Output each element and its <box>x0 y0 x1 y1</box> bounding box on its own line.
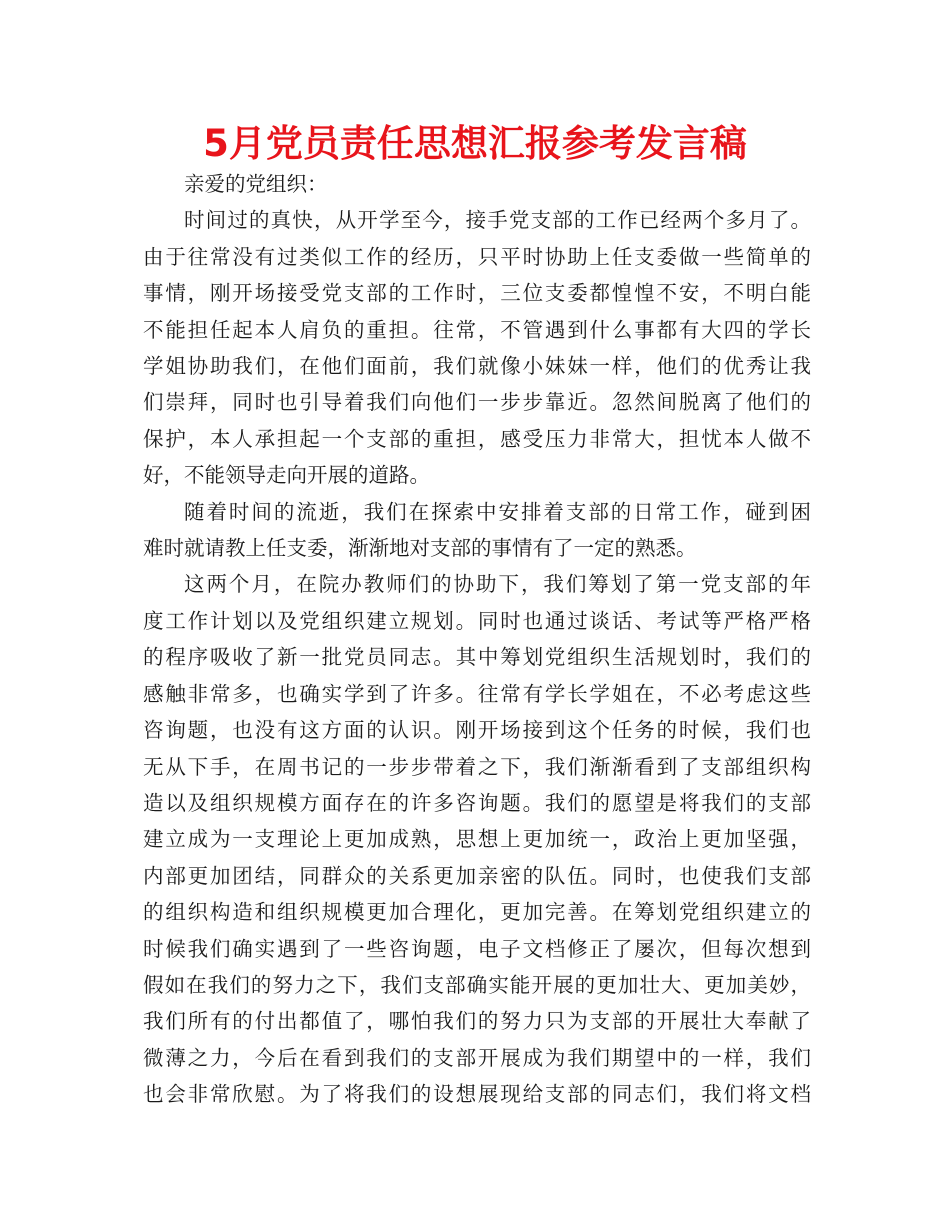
text-line: 也会非常欣慰。为了将我们的设想展现给支部的同志们，我们将文档 <box>143 1082 811 1107</box>
text-line: 们崇拜，同时也引导着我们向他们一步步靠近。忽然间脱离了他们的 <box>143 390 811 415</box>
paragraph-3 <box>143 566 811 1112</box>
text-line: 这两个月，在院办教师们的协助下，我们筹划了第一党支部的年 <box>184 572 811 597</box>
text-line: 的程序吸收了新一批党员同志。其中筹划党组织生活规划时，我们的 <box>143 645 811 670</box>
document-title: 5月党员责任思想汇报参考发言稿 <box>203 122 747 165</box>
text-line: 造以及组织规模方面存在的许多咨询题。我们的愿望是将我们的支部 <box>143 790 811 815</box>
text-line: 由于往常没有过类似工作的经历，只平时协助上任支委做一些简单的 <box>143 244 811 269</box>
text-line: 感触非常多，也确实学到了许多。往常有学长学姐在，不必考虑这些 <box>143 681 811 706</box>
paragraph-1 <box>143 202 811 493</box>
text-line: 微薄之力，今后在看到我们的支部开展成为我们期望中的一样，我们 <box>143 1045 811 1070</box>
text-line: 随着时间的流逝，我们在探索中安排着支部的日常工作，碰到困 <box>184 499 811 524</box>
text-line: 的组织构造和组织规模更加合理化，更加完善。在筹划党组织建立的 <box>143 900 811 925</box>
text-line: 难时就请教上任支委，渐渐地对支部的事情有了一定的熟悉。 <box>143 536 697 561</box>
text-line: 咨询题，也没有这方面的认识。刚开场接到这个任务的时候，我们也 <box>143 718 811 743</box>
paragraph-2 <box>143 494 811 567</box>
text-line: 内部更加团结，同群众的关系更加亲密的队伍。同时，也使我们支部 <box>143 863 811 888</box>
text-line: 我们所有的付出都值了，哪怕我们的努力只为支部的开展壮大奉献了 <box>143 1009 811 1034</box>
text-line: 假如在我们的努力之下，我们支部确实能开展的更加壮大、更加美妙， <box>143 972 811 997</box>
text-line: 无从下手，在周书记的一步步带着之下，我们渐渐看到了支部组织构 <box>143 754 811 779</box>
text-line: 好，不能领导走向开展的道路。 <box>143 463 430 488</box>
text-line: 建立成为一支理论上更加成熟，思想上更加统一，政治上更加坚强， <box>143 827 811 852</box>
text-line: 度工作计划以及党组织建立规划。同时也通过谈话、考试等严格严格 <box>143 608 811 633</box>
salutation: 亲爱的党组织： <box>184 172 328 196</box>
text-line: 学姐协助我们，在他们面前，我们就像小妹妹一样，他们的优秀让我 <box>143 354 811 379</box>
text-line: 时候我们确实遇到了一些咨询题，电子文档修正了屡次，但每次想到 <box>143 936 811 961</box>
document-body <box>143 166 811 1113</box>
text-line: 事情，刚开场接受党支部的工作时，三位支委都惶惶不安，不明白能 <box>143 281 811 306</box>
text-line: 时间过的真快，从开学至今，接手党支部的工作已经两个多月了。 <box>184 208 811 233</box>
text-line: 保护，本人承担起一个支部的重担，感受压力非常大，担忧本人做不 <box>143 426 811 451</box>
text-line: 不能担任起本人肩负的重担。往常，不管遇到什么事都有大四的学长 <box>143 317 811 342</box>
